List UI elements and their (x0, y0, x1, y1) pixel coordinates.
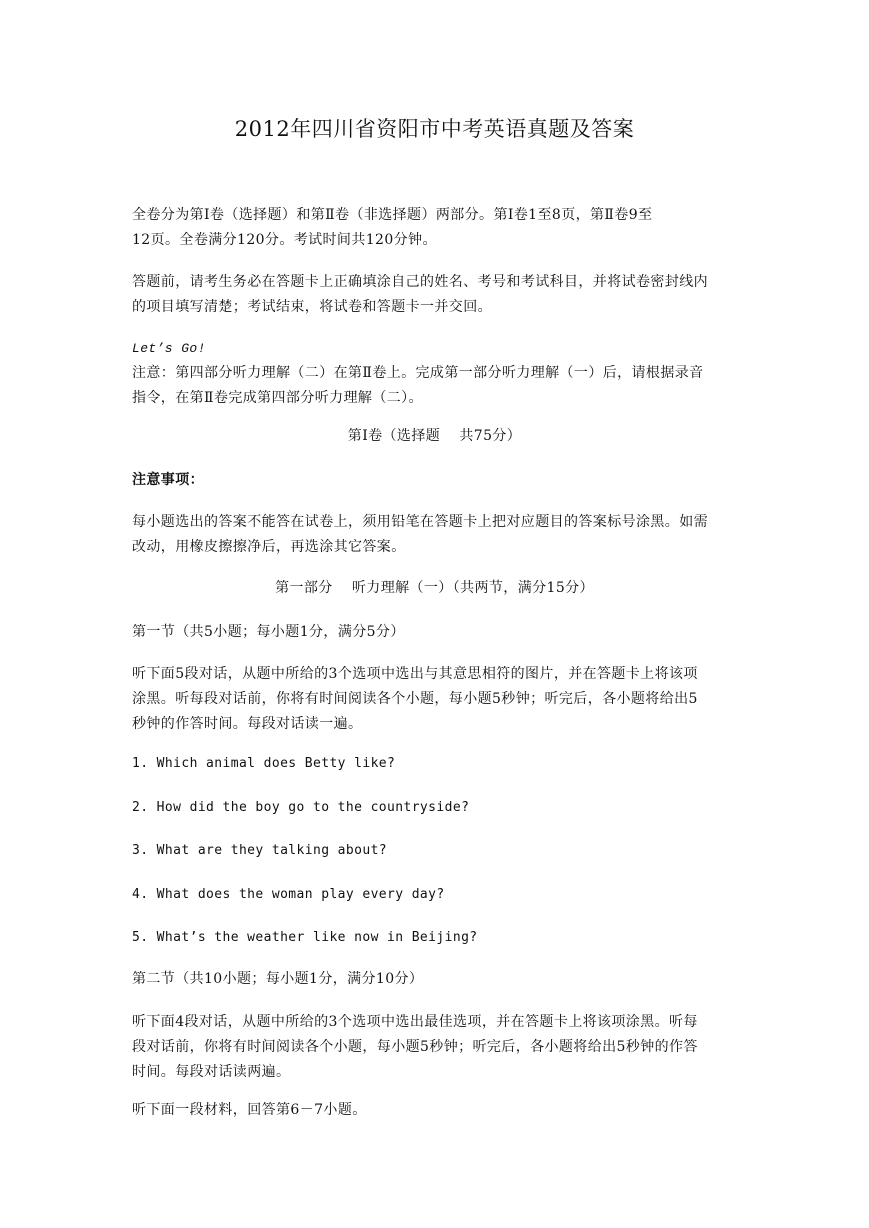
section2-heading: 第二节（共10小题；每小题1分，满分10分） (132, 971, 424, 987)
section2-instruction-line: 时间。每段对话读两遍。 (132, 1064, 291, 1080)
intro-paragraph (132, 203, 742, 253)
attention-line: 每小题选出的答案不能答在试卷上，须用铅笔在答题卡上把对应题目的答案标号涂黑。如需 (132, 514, 708, 530)
document-title: 2012年四川省资阳市中考英语真题及答案 (234, 117, 635, 141)
question-2: 2. How did the boy go to the countryside? (132, 800, 470, 815)
instructions-line: 答题前，请考生务必在答题卡上正确填涂自己的姓名、考号和考试科目，并将试卷密封线内 (132, 274, 708, 290)
instructions-paragraph (132, 270, 742, 320)
question-5: 5. What’s the weather like now in Beijing? (132, 930, 478, 945)
section1-instructions (132, 662, 742, 737)
question-4: 4. What does the woman play every day? (132, 887, 445, 902)
instructions-line: 的项目填写清楚；考试结束，将试卷和答题卡一并交回。 (132, 299, 492, 315)
section2-instruction-line: 段对话前，你将有时间阅读各个小题，每小题5秒钟；听完后，各小题将给出5秒钟的作答 (132, 1039, 698, 1055)
intro-line: 12页。全卷满分120分。考试时间共120分钟。 (132, 232, 437, 248)
notice-line: 注意：第四部分听力理解（二）在第Ⅱ卷上。完成第一部分听力理解（一）后，请根据录音 (132, 365, 704, 381)
section2-instructions (132, 1010, 742, 1085)
material-intro: 听下面一段材料，回答第6－7小题。 (132, 1102, 367, 1118)
section1-instruction-line: 涂黑。听每段对话前，你将有时间阅读各个小题，每小题5秒钟；听完后，各小题将给出5 (132, 691, 698, 707)
part1-heading: 第一部分 听力理解（一）（共两节，满分15分） (275, 580, 594, 596)
notice-line: 指令，在第Ⅱ卷完成第四部分听力理解（二）。 (132, 390, 423, 406)
attention-heading: 注意事项： (132, 472, 204, 488)
section1-instruction-line: 听下面5段对话，从题中所给的3个选项中选出与其意思相符的图片，并在答题卡上将该项 (132, 666, 698, 682)
question-3: 3. What are they talking about? (132, 843, 388, 858)
section2-instruction-line: 听下面4段对话，从题中所给的3个选项中选出最佳选项，并在答题卡上将该项涂黑。听每 (132, 1014, 698, 1030)
notice-paragraph (132, 336, 742, 411)
section1-heading: 第一节（共5小题；每小题1分，满分5分） (132, 624, 405, 640)
lets-go-text: Let’s Go! (132, 341, 206, 356)
section1-instruction-line: 秒钟的作答时间。每段对话读一遍。 (132, 716, 363, 732)
question-1: 1. Which animal does Betty like? (132, 756, 396, 771)
intro-line: 全卷分为第Ⅰ卷（选择题）和第Ⅱ卷（非选择题）两部分。第Ⅰ卷1至8页，第Ⅱ卷9至 (132, 207, 653, 223)
attention-paragraph (132, 510, 742, 560)
attention-line: 改动，用橡皮擦擦净后，再选涂其它答案。 (132, 539, 406, 555)
volume-heading: 第Ⅰ卷（选择题 共75分） (347, 428, 522, 444)
